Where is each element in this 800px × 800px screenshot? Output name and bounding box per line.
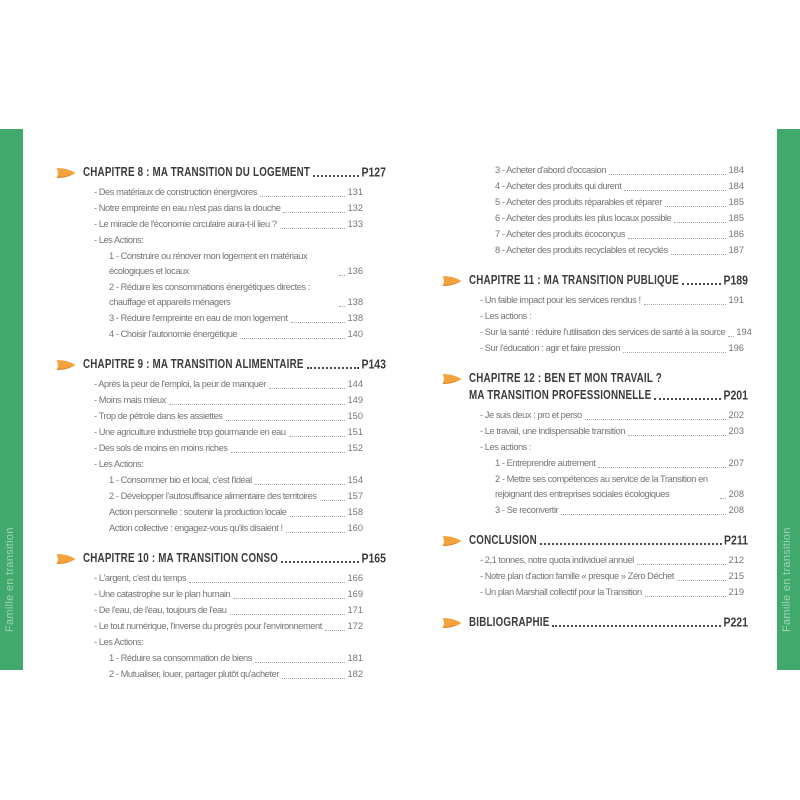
toc-entry-text: 5 - Acheter des produits réparables et réparer xyxy=(495,197,662,207)
toc-entry xyxy=(480,569,744,584)
toc-entry-page: 182 xyxy=(347,669,363,679)
toc-entry-text: - Après la peur de l'emploi, la peur de manquer xyxy=(94,379,266,389)
dotted-leader xyxy=(654,398,721,400)
toc-items xyxy=(442,553,744,600)
toc-entry-page: 184 xyxy=(728,165,744,175)
toc-entry-page: 215 xyxy=(728,571,744,581)
toc-entry xyxy=(495,472,744,502)
toc-column-left xyxy=(56,163,386,683)
dotted-leader xyxy=(320,500,346,501)
toc-entry-text: 7 - Acheter des produits écoconçus xyxy=(495,229,625,239)
toc-entry xyxy=(495,503,744,518)
toc-entry xyxy=(94,377,363,392)
dotted-leader xyxy=(720,498,726,499)
dotted-leader xyxy=(339,275,345,276)
toc-entry-text: 4 - Acheter des produits qui durent xyxy=(495,181,622,191)
dotted-leader xyxy=(623,352,727,353)
toc-entry-text: Action personnelle : soutenir la production locale xyxy=(109,507,287,517)
dotted-leader xyxy=(189,582,345,583)
dotted-leader xyxy=(585,419,727,420)
toc-entry-page: 132 xyxy=(347,203,363,213)
toc-entry xyxy=(109,489,363,504)
toc-entry-text: - De l'eau, de l'eau, toujours de l'eau xyxy=(94,605,227,615)
dotted-leader xyxy=(561,514,726,515)
toc-entry xyxy=(495,227,744,242)
dotted-leader xyxy=(255,484,346,485)
dotted-leader xyxy=(282,678,346,679)
chapter-title-lines xyxy=(83,163,386,180)
chapter-title: MA TRANSITION PROFESSIONNELLE xyxy=(469,388,652,403)
chapter-title-lines xyxy=(469,271,748,288)
toc-entry-text: - Les actions : xyxy=(480,442,532,452)
chapter-arrow-icon xyxy=(442,534,462,546)
chapter-title-line xyxy=(83,163,386,180)
chapter-page-number: P189 xyxy=(723,273,748,288)
toc-entry-text: - Je suis deux : pro et perso xyxy=(480,410,582,420)
toc-entry xyxy=(495,163,744,178)
chapter-heading xyxy=(442,271,748,288)
dotted-leader xyxy=(598,467,726,468)
chapter-arrow-icon xyxy=(442,372,462,384)
toc-entry-page: 138 xyxy=(347,313,363,323)
chapter-heading xyxy=(442,613,748,630)
chapter-title-lines xyxy=(469,613,748,630)
toc-entry-text: - Sur l'éducation : agir et faire pression xyxy=(480,343,620,353)
toc-entry-page: 160 xyxy=(347,523,363,533)
dotted-leader xyxy=(637,564,727,565)
toc-entry xyxy=(94,441,363,456)
toc-entry xyxy=(94,587,363,602)
toc-entry-page: 154 xyxy=(347,475,363,485)
toc-items xyxy=(442,163,744,258)
toc-entry xyxy=(495,179,744,194)
chapter-heading xyxy=(56,163,386,180)
toc-entry-text: 8 - Acheter des produits recyclables et recyclés xyxy=(495,245,668,255)
dotted-leader xyxy=(286,532,346,533)
toc-entry-text: - Notre empreinte en eau n'est pas dans la douche xyxy=(94,203,281,213)
toc-entry-page: 151 xyxy=(347,427,363,437)
dotted-leader xyxy=(290,516,346,517)
dotted-leader xyxy=(291,322,346,323)
dotted-leader xyxy=(552,625,721,627)
toc-entry-text: - Une agriculture industrielle trop gourmande en eau xyxy=(94,427,286,437)
toc-entry xyxy=(109,280,363,310)
toc-items xyxy=(442,408,744,518)
toc-entry-page: 172 xyxy=(347,621,363,631)
dotted-leader xyxy=(280,228,346,229)
toc-entry xyxy=(480,440,744,455)
toc-entry-page: 208 xyxy=(728,505,744,515)
dotted-leader xyxy=(540,543,722,545)
chapter-heading xyxy=(442,531,748,548)
toc-entry-text: - Des matériaux de construction énergivores xyxy=(94,187,258,197)
chapter-page-number: P165 xyxy=(361,551,386,566)
chapter-title-line xyxy=(469,386,748,403)
toc-entry xyxy=(94,457,363,472)
toc-chapter-section xyxy=(442,613,748,630)
toc-entry xyxy=(495,211,744,226)
toc-entry-page: 219 xyxy=(728,587,744,597)
toc-entry xyxy=(94,619,363,634)
dotted-leader xyxy=(269,388,346,389)
toc-entry-text: - Moins mais mieux xyxy=(94,395,166,405)
dotted-leader xyxy=(644,304,727,305)
chapter-title: CHAPITRE 8 : MA TRANSITION DU LOGEMENT xyxy=(83,165,311,180)
toc-entry xyxy=(109,249,363,279)
toc-entry-page: 171 xyxy=(347,605,363,615)
toc-entry-page: 186 xyxy=(728,229,744,239)
toc-entry-text: - Le miracle de l'économie circulaire aura-t-il lieu ? xyxy=(94,219,277,229)
chapter-title-line xyxy=(83,549,386,566)
chapter-page-number: P211 xyxy=(724,533,748,548)
toc-entry xyxy=(94,635,363,650)
toc-entry-text: Action collective : engagez-vous qu'ils disaient ! xyxy=(109,523,283,533)
toc-entry xyxy=(109,667,363,682)
chapter-title-lines xyxy=(83,549,386,566)
dotted-leader xyxy=(325,630,346,631)
toc-entry xyxy=(94,603,363,618)
chapter-page-number: P143 xyxy=(361,357,386,372)
dotted-leader xyxy=(230,614,346,615)
dotted-leader xyxy=(233,598,345,599)
dotted-leader xyxy=(226,420,346,421)
toc-entry xyxy=(480,325,752,340)
dotted-leader xyxy=(255,662,346,663)
chapter-arrow-icon xyxy=(442,616,462,628)
toc-entry xyxy=(480,424,744,439)
chapter-title: CHAPITRE 10 : MA TRANSITION CONSO xyxy=(83,551,279,566)
chapter-title-line xyxy=(83,355,386,372)
toc-entry xyxy=(94,233,363,248)
right-band-title: Famille en transition xyxy=(781,527,793,632)
chapter-page-number: P201 xyxy=(723,388,748,403)
toc-entry xyxy=(480,341,744,356)
toc-entry-text: 2 - Mutualiser, louer, partager plutôt qu'acheter xyxy=(109,669,279,679)
chapter-arrow-icon xyxy=(442,274,462,286)
chapter-title-line xyxy=(469,531,748,548)
toc-entry xyxy=(480,408,744,423)
chapter-heading xyxy=(56,355,386,372)
toc-entry-text: 2 - Développer l'autosuffisance alimentaire des territoires xyxy=(109,491,317,501)
dotted-leader xyxy=(339,306,345,307)
toc-chapter-section xyxy=(56,549,386,682)
toc-items xyxy=(56,377,363,536)
toc-entry-text: 2 - Mettre ses compétences au service de la Transition en rejoignant des entreprises sociales écologiques xyxy=(495,474,708,499)
chapter-arrow-icon xyxy=(56,552,76,564)
toc-entry-text: - Les actions : xyxy=(480,311,532,321)
right-edge-band xyxy=(777,129,800,670)
toc-entry-text: - Les Actions: xyxy=(94,637,144,647)
chapter-title: CHAPITRE 12 : BEN ET MON TRAVAIL ? xyxy=(469,371,662,386)
toc-entry xyxy=(480,585,744,600)
toc-entry-page: 203 xyxy=(728,426,744,436)
toc-entry-page: 212 xyxy=(728,555,744,565)
toc-entry-page: 208 xyxy=(728,489,744,499)
toc-entry-page: 136 xyxy=(347,266,363,276)
toc-entry-page: 185 xyxy=(728,213,744,223)
toc-entry-text: 2 - Réduire les consommations énergétiques directes : chauffage et appareils ménagers xyxy=(109,282,310,307)
toc-entry xyxy=(94,185,363,200)
toc-entry-text: - Les Actions: xyxy=(94,235,144,245)
chapter-title: CHAPITRE 9 : MA TRANSITION ALIMENTAIRE xyxy=(83,357,304,372)
toc-entry-text: 3 - Se reconvertir xyxy=(495,505,559,515)
toc-entry xyxy=(94,571,363,586)
dotted-leader xyxy=(313,175,359,177)
chapter-title-lines xyxy=(83,355,386,372)
toc-chapter-section xyxy=(442,531,748,600)
toc-entry-text: - 2,1 tonnes, notre quota individuel annuel xyxy=(480,555,634,565)
toc-entry-page: 152 xyxy=(347,443,363,453)
toc-entry-text: 6 - Acheter des produits les plus locaux possible xyxy=(495,213,672,223)
toc-items xyxy=(56,571,363,682)
toc-entry-page: 196 xyxy=(728,343,744,353)
chapter-title: CHAPITRE 11 : MA TRANSITION PUBLIQUE xyxy=(469,273,679,288)
chapter-page-number: P221 xyxy=(723,615,748,630)
dotted-leader xyxy=(682,283,722,285)
toc-entry-text: - Le tout numérique, l'inverse du progrès pour l'environnement xyxy=(94,621,322,631)
toc-entry xyxy=(94,409,363,424)
dotted-leader xyxy=(307,367,360,369)
toc-entry-page: 202 xyxy=(728,410,744,420)
toc-items xyxy=(442,293,752,356)
toc-entry-page: 138 xyxy=(347,297,363,307)
toc-entry-page: 166 xyxy=(347,573,363,583)
toc-entry-text: 1 - Consommer bio et local, c'est l'idéal xyxy=(109,475,252,485)
toc-entry-page: 181 xyxy=(347,653,363,663)
left-band-title: Famille en transition xyxy=(4,527,16,632)
toc-entry-text: - Les Actions: xyxy=(94,459,144,469)
chapter-page-number: P127 xyxy=(361,165,386,180)
toc-entry xyxy=(94,393,363,408)
toc-entry-text: - Un faible impact pour les services rendus ! xyxy=(480,295,641,305)
left-edge-band xyxy=(0,129,23,670)
dotted-leader xyxy=(624,190,726,191)
toc-entry-page: 140 xyxy=(347,329,363,339)
toc-entry-page: 150 xyxy=(347,411,363,421)
toc-entry-page: 133 xyxy=(347,219,363,229)
toc-entry-text: - Sur la santé : réduire l'utilisation des services de santé à la source xyxy=(480,327,726,337)
toc-entry-page: 158 xyxy=(347,507,363,517)
toc-column-right xyxy=(442,163,752,635)
toc-chapter-section xyxy=(442,271,752,356)
toc-chapter-section xyxy=(56,163,386,342)
dotted-leader xyxy=(665,206,727,207)
dotted-leader xyxy=(674,222,726,223)
dotted-leader xyxy=(677,580,727,581)
chapter-title-line xyxy=(469,613,748,630)
toc-entry-text: - Notre plan d'action famille « presque » Zéro Déchet xyxy=(480,571,674,581)
toc-entry-text: - Des sols de moins en moins riches xyxy=(94,443,228,453)
toc-entry xyxy=(109,521,363,536)
chapter-heading xyxy=(442,369,748,403)
toc-entry xyxy=(109,327,363,342)
toc-entry xyxy=(94,217,363,232)
dotted-leader xyxy=(260,196,345,197)
toc-chapter-section xyxy=(56,355,386,536)
toc-entry-text: - Une catastrophe sur le plan humain xyxy=(94,589,231,599)
toc-entry xyxy=(495,456,744,471)
toc-entry xyxy=(94,425,363,440)
dotted-leader xyxy=(289,436,346,437)
dotted-leader xyxy=(671,254,727,255)
toc-items xyxy=(56,185,363,342)
dotted-leader xyxy=(231,452,346,453)
dotted-leader xyxy=(281,561,359,563)
toc-entry-text: 3 - Acheter d'abord d'occasion xyxy=(495,165,606,175)
chapter-heading xyxy=(56,549,386,566)
toc-entry-page: 187 xyxy=(728,245,744,255)
dotted-leader xyxy=(283,212,345,213)
toc-entry xyxy=(480,553,744,568)
chapter-title-lines xyxy=(469,369,748,403)
toc-entry-page: 144 xyxy=(347,379,363,389)
dotted-leader xyxy=(609,174,726,175)
chapter-arrow-icon xyxy=(56,358,76,370)
chapter-arrow-icon xyxy=(56,166,76,178)
toc-entry-text: 1 - Entreprendre autrement xyxy=(495,458,596,468)
toc-entry-page: 184 xyxy=(728,181,744,191)
dotted-leader xyxy=(728,336,734,337)
toc-entry-page: 131 xyxy=(347,187,363,197)
toc-entry-text: - Trop de pétrole dans les assiettes xyxy=(94,411,223,421)
toc-entry-page: 185 xyxy=(728,197,744,207)
toc-entry xyxy=(480,309,744,324)
toc-entry-page: 191 xyxy=(728,295,744,305)
toc-chapter-section xyxy=(442,369,748,518)
toc-entry xyxy=(109,311,363,326)
toc-entry-page: 149 xyxy=(347,395,363,405)
dotted-leader xyxy=(645,596,727,597)
toc-entry xyxy=(495,243,744,258)
toc-entry-text: - Le travail, une indispensable transition xyxy=(480,426,625,436)
chapter-title-line xyxy=(469,271,748,288)
chapter-title: BIBLIOGRAPHIE xyxy=(469,615,550,630)
toc-entry-page: 207 xyxy=(728,458,744,468)
toc-entry-text: 1 - Réduire sa consommation de biens xyxy=(109,653,252,663)
toc-entry xyxy=(94,201,363,216)
toc-entry xyxy=(109,505,363,520)
dotted-leader xyxy=(240,338,345,339)
chapter-title-lines xyxy=(469,531,748,548)
toc-entry-page: 194 xyxy=(736,327,752,337)
chapter-title: CONCLUSION xyxy=(469,533,537,548)
dotted-leader xyxy=(169,404,346,405)
toc-entry-text: - L'argent, c'est du temps xyxy=(94,573,187,583)
toc-entry-text: 1 - Construire ou rénover mon logement en matériaux écologiques et locaux xyxy=(109,251,308,276)
toc-continuation-section xyxy=(442,163,748,258)
toc-entry xyxy=(480,293,744,308)
toc-entry xyxy=(109,473,363,488)
dotted-leader xyxy=(628,238,727,239)
toc-entry-page: 169 xyxy=(347,589,363,599)
chapter-title-line xyxy=(469,369,748,386)
toc-entry-text: 3 - Réduire l'empreinte en eau de mon logement xyxy=(109,313,288,323)
toc-entry-text: 4 - Choisir l'autonomie énergétique xyxy=(109,329,238,339)
toc-entry-text: - Un plan Marshall collectif pour la Transition xyxy=(480,587,642,597)
toc-entry xyxy=(109,651,363,666)
toc-entry xyxy=(495,195,744,210)
dotted-leader xyxy=(628,435,727,436)
toc-entry-page: 157 xyxy=(347,491,363,501)
